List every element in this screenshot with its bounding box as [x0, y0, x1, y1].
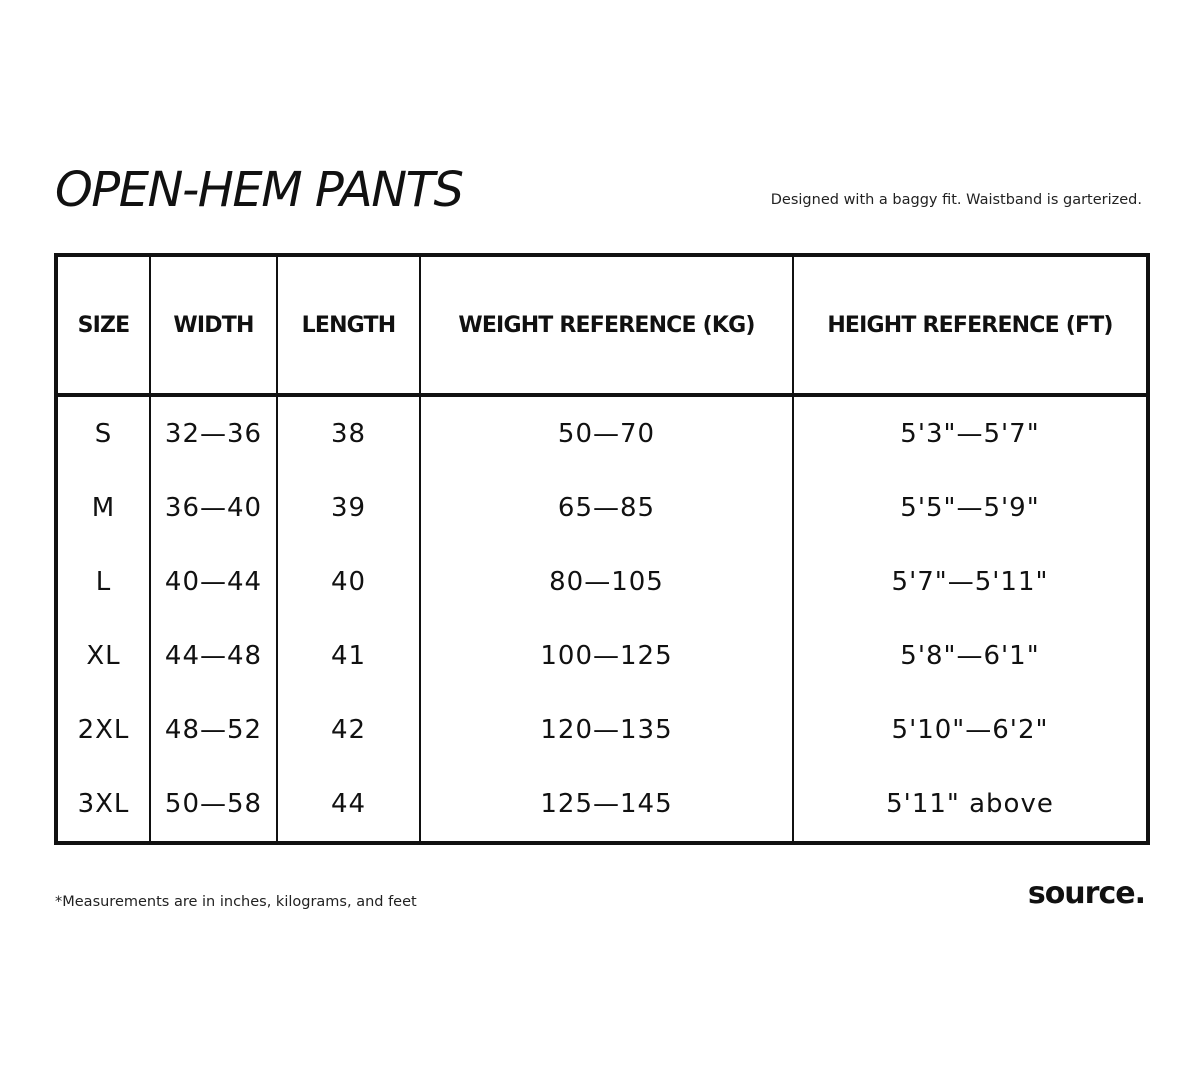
column-header-weight-reference: WEIGHT REFERENCE (KG): [420, 255, 793, 395]
column-header-width: WIDTH: [150, 255, 277, 395]
weight-cell: 80—105: [420, 545, 793, 619]
size-cell: XL: [56, 619, 150, 693]
height-cell: 5'10"—6'2": [793, 693, 1148, 767]
width-cell: 40—44: [150, 545, 277, 619]
width-cell: 36—40: [150, 471, 277, 545]
width-cell: 48—52: [150, 693, 277, 767]
table-row: [56, 471, 1148, 545]
height-cell: 5'7"—5'11": [793, 545, 1148, 619]
weight-cell: 125—145: [420, 767, 793, 843]
width-cell: 32—36: [150, 395, 277, 471]
width-cell: 50—58: [150, 767, 277, 843]
page-title: OPEN-HEM PANTS: [55, 162, 463, 218]
table-row: [56, 767, 1148, 843]
length-cell: 41: [277, 619, 420, 693]
length-cell: 44: [277, 767, 420, 843]
size-cell: S: [56, 395, 150, 471]
measurement-footnote: *Measurements are in inches, kilograms, and feet: [55, 894, 417, 910]
length-cell: 40: [277, 545, 420, 619]
height-cell: 5'5"—5'9": [793, 471, 1148, 545]
weight-cell: 100—125: [420, 619, 793, 693]
size-cell: 2XL: [56, 693, 150, 767]
table-row: [56, 693, 1148, 767]
weight-cell: 50—70: [420, 395, 793, 471]
size-cell: L: [56, 545, 150, 619]
table-row: [56, 545, 1148, 619]
size-cell: 3XL: [56, 767, 150, 843]
table-header-row: [56, 255, 1148, 395]
height-cell: 5'8"—6'1": [793, 619, 1148, 693]
brand-logo: source.: [1027, 876, 1145, 911]
weight-cell: 65—85: [420, 471, 793, 545]
size-cell: M: [56, 471, 150, 545]
column-header-height-reference: HEIGHT REFERENCE (FT): [793, 255, 1148, 395]
table-row: [56, 619, 1148, 693]
length-cell: 42: [277, 693, 420, 767]
length-cell: 39: [277, 471, 420, 545]
product-description: Designed with a baggy fit. Waistband is garterized.: [770, 192, 1142, 208]
column-header-size: SIZE: [56, 255, 150, 395]
size-chart-table: [54, 253, 1150, 845]
length-cell: 38: [277, 395, 420, 471]
table-row: [56, 395, 1148, 471]
height-cell: 5'3"—5'7": [793, 395, 1148, 471]
column-header-length: LENGTH: [277, 255, 420, 395]
width-cell: 44—48: [150, 619, 277, 693]
weight-cell: 120—135: [420, 693, 793, 767]
height-cell: 5'11" above: [793, 767, 1148, 843]
